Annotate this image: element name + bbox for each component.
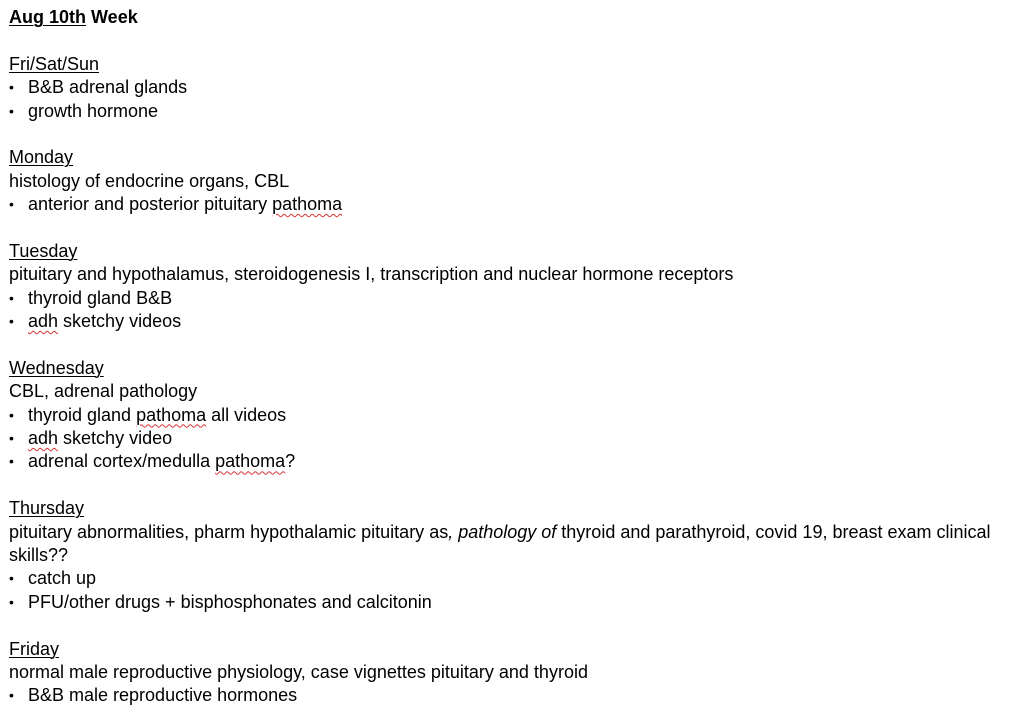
bullet-text: thyroid gland — [28, 404, 137, 425]
bullet-item — [9, 287, 1014, 310]
friday-description: normal male reproductive physiology, case vignettes pituitary and thyroid — [9, 661, 588, 682]
spacer — [9, 217, 1014, 240]
misspelled-word: pathoma — [136, 404, 207, 425]
bullet-dot: • — [9, 430, 14, 447]
friday-heading: Friday — [9, 638, 60, 659]
tuesday-heading: Tuesday — [9, 240, 78, 261]
bullet-text: catch up — [28, 568, 97, 589]
bullet-dot: • — [9, 102, 14, 119]
misspelled-word: adh — [28, 311, 59, 332]
thursday-desc-text: pituitary abnormalities, pharm hypothalamic pituitary as — [9, 521, 449, 542]
spacer — [9, 474, 1014, 497]
wednesday-heading: Wednesday — [9, 357, 104, 378]
misspelled-word: adh — [28, 428, 59, 449]
bullet-dot: • — [9, 313, 14, 330]
bullet-dot: • — [9, 289, 14, 306]
bullet-text: adrenal cortex/medulla — [28, 451, 216, 472]
bullet-text: growth hormone — [28, 100, 159, 121]
bullet-dot: • — [9, 79, 14, 96]
bullet-item — [9, 100, 1014, 123]
thursday-desc-text: thyroid and parathyroid, covid 19, breast exam clinical skills?? — [9, 521, 991, 565]
spacer — [9, 123, 1014, 146]
title-date: Aug 10th — [9, 7, 87, 27]
misspelled-word: pathoma — [272, 194, 343, 215]
bullet-text: sketchy video — [58, 428, 173, 449]
title-rest: Week — [86, 7, 138, 27]
bullet-item — [9, 427, 1014, 450]
bullet-item — [9, 684, 1014, 707]
bullet-dot: • — [9, 687, 14, 704]
bullet-dot: • — [9, 406, 14, 423]
bullet-text: thyroid gland B&B — [28, 287, 173, 308]
bullet-item — [9, 404, 1014, 427]
bullet-item — [9, 567, 1014, 590]
bullet-dot: • — [9, 453, 14, 470]
friday-heading-row — [9, 638, 1014, 661]
bullet-text: ? — [285, 451, 296, 472]
bullet-text: B&B adrenal glands — [28, 77, 188, 98]
bullet-text: all videos — [206, 404, 287, 425]
bullet-item — [9, 591, 1014, 614]
thursday-desc-italic: , pathology of — [448, 521, 557, 542]
thursday-description — [9, 521, 1014, 568]
spacer — [9, 29, 1014, 52]
weekend-heading-row — [9, 53, 1014, 76]
monday-heading: Monday — [9, 147, 74, 168]
document-body — [9, 6, 1014, 708]
bullet-item — [9, 310, 1014, 333]
monday-heading-row — [9, 146, 1014, 169]
bullet-dot: • — [9, 196, 14, 213]
bullet-dot: • — [9, 570, 14, 587]
document-title — [9, 6, 1014, 29]
misspelled-word: pathoma — [215, 451, 286, 472]
bullet-item — [9, 193, 1014, 216]
bullet-text: PFU/other drugs + bisphosphonates and calcitonin — [28, 591, 432, 612]
bullet-text: sketchy videos — [58, 311, 182, 332]
tuesday-heading-row — [9, 240, 1014, 263]
wednesday-description: CBL, adrenal pathology — [9, 381, 198, 402]
bullet-item — [9, 450, 1014, 473]
bullet-item — [9, 76, 1014, 99]
weekend-heading: Fri/Sat/Sun — [9, 53, 100, 74]
wednesday-heading-row — [9, 357, 1014, 380]
bullet-dot: • — [9, 593, 14, 610]
thursday-heading: Thursday — [9, 498, 85, 519]
thursday-heading-row — [9, 497, 1014, 520]
spacer — [9, 333, 1014, 356]
spacer — [9, 614, 1014, 637]
bullet-text: anterior and posterior pituitary — [28, 194, 273, 215]
bullet-text: B&B male reproductive hormones — [28, 685, 298, 706]
tuesday-description: pituitary and hypothalamus, steroidogenesis I, transcription and nuclear hormone receptors — [9, 264, 734, 285]
monday-description: histology of endocrine organs, CBL — [9, 170, 290, 191]
